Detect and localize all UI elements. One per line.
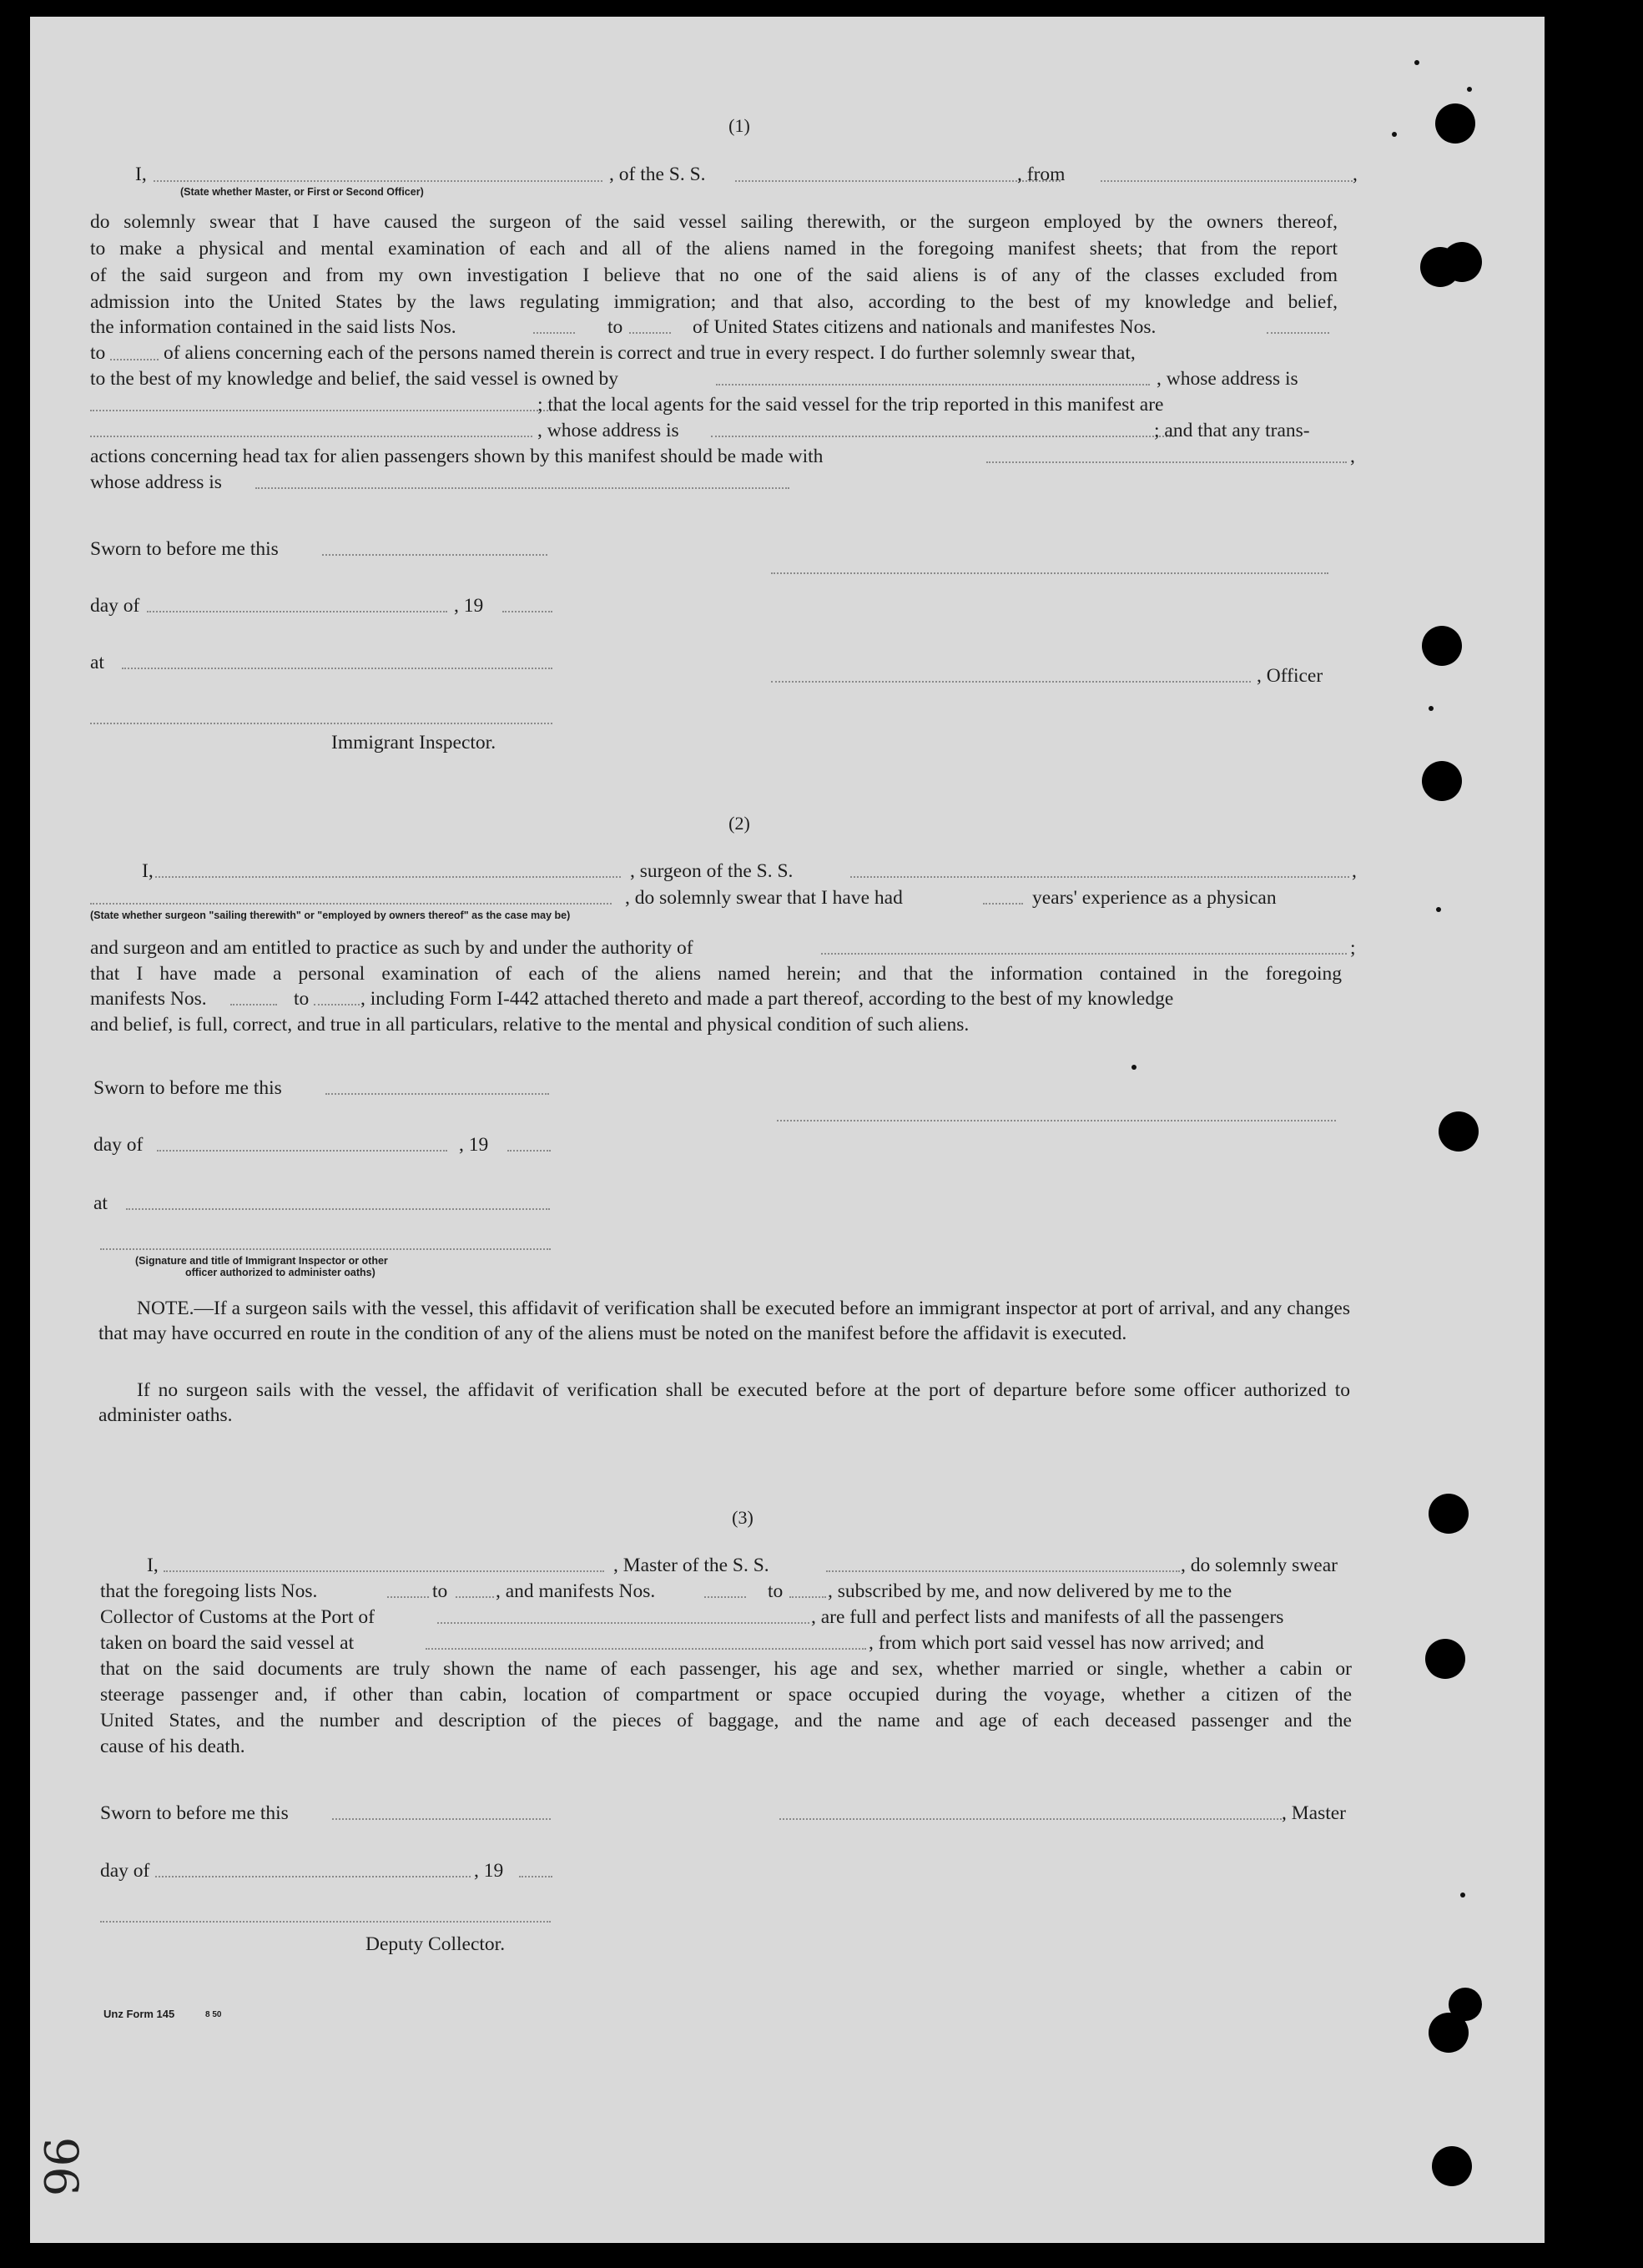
s2-surgeon: , surgeon of the S. S.	[630, 860, 794, 882]
s1-tax-address-field[interactable]	[255, 487, 789, 489]
s1-line1-comma: ,	[1353, 164, 1358, 185]
s1-agent-address-field[interactable]	[711, 436, 1174, 437]
section-1-number: (1)	[728, 115, 750, 136]
speck-7	[1460, 1893, 1465, 1898]
s1-manifests-field[interactable]	[1267, 332, 1329, 334]
s2-man-to-field[interactable]	[314, 1004, 360, 1005]
s2-belief: and belief, is full, correct, and true in all particulars, relative to the mental and physical condition of such aliens.	[90, 1014, 970, 1036]
s1-inspector: Immigrant Inspector.	[331, 732, 496, 753]
s1-from-field[interactable]	[1101, 180, 1353, 182]
s3-lists-from-field[interactable]	[387, 1596, 429, 1598]
s1-day-field[interactable]	[147, 611, 447, 612]
s2-year: , 19	[459, 1134, 489, 1156]
s3-vessel-field[interactable]	[826, 1570, 1180, 1572]
s3-sworn: Sworn to before me this	[100, 1802, 289, 1824]
s2-dayof: day of	[93, 1134, 144, 1156]
form-sheet	[30, 17, 1545, 2243]
s1-sworn: Sworn to before me this	[90, 538, 279, 560]
s3-lists-b: , and manifests Nos.	[496, 1580, 656, 1602]
s1-addr-a: , whose address is	[537, 420, 679, 441]
speck-5	[1131, 1065, 1136, 1070]
s1-conc-to: to	[90, 342, 106, 364]
s3-swear: , do solemnly swear	[1181, 1555, 1338, 1576]
binder-hole-7	[1429, 1494, 1469, 1534]
s1-owned-a: to the best of my knowledge and belief, the said vessel is owned by	[90, 368, 619, 390]
s3-body-line-2: steerage passenger and, if other than cabin, location of compartment or space occupied during the voyage, whether a citizen of the	[100, 1684, 1352, 1706]
s3-lists-c: , subscribed by me, and now delivered by me to the	[828, 1580, 1232, 1602]
s1-info-a: the information contained in the said lists Nos.	[90, 316, 456, 338]
s3-body-line-1: that on the said documents are truly shown the name of each passenger, his age and sex, whether married or single, whether a cabin or	[100, 1658, 1352, 1680]
s2-at: at	[93, 1192, 108, 1214]
s1-officer-field[interactable]	[154, 180, 602, 182]
s1-body-line-2: to make a physical and mental examination of each and all of the aliens named in the foregoing manifest sheets; that from the report	[90, 238, 1338, 260]
s1-tax-a: actions concerning head tax for alien passengers shown by this manifest should be made with	[90, 446, 824, 467]
s2-inspector-line[interactable]	[100, 1248, 551, 1250]
s2-signature-line[interactable]	[777, 1120, 1336, 1121]
s1-line1-of: , of the S. S.	[609, 164, 706, 185]
s3-line1-i: I,	[147, 1555, 159, 1576]
s3-dayof: day of	[100, 1860, 150, 1882]
s3-year-field[interactable]	[519, 1876, 552, 1877]
s2-note-2	[98, 1378, 1350, 1428]
s1-at: at	[90, 652, 104, 673]
s1-whose: whose address is	[90, 471, 222, 493]
s3-deputy: Deputy Collector.	[365, 1933, 506, 1955]
s1-line1-from: , from	[1017, 164, 1066, 185]
s3-taken-b: , from which port said vessel has now arrived; and	[869, 1632, 1264, 1654]
s3-body-line-3: United States, and the number and description of the pieces of baggage, and the name and age of each deceased passenger and the	[100, 1710, 1352, 1731]
binder-hole-3	[1420, 247, 1460, 287]
s1-inspector-line[interactable]	[90, 723, 552, 724]
s2-sworn-field[interactable]	[325, 1093, 549, 1095]
s3-lists-to-field[interactable]	[456, 1596, 494, 1598]
s2-man-b: , including Form I-442 attached thereto and made a part thereof, according to the best of my knowledge	[360, 988, 1174, 1010]
s1-tax-field[interactable]	[986, 461, 1347, 463]
speck-1	[1414, 60, 1419, 65]
s2-man-from-field[interactable]	[230, 1004, 277, 1005]
s1-info-to: to	[607, 316, 623, 338]
s1-owner-address-field[interactable]	[90, 410, 567, 411]
binder-hole-1	[1435, 103, 1475, 144]
binder-hole-10	[1429, 2013, 1469, 2053]
s2-comma: ,	[1352, 860, 1357, 882]
s2-vessel-field[interactable]	[850, 876, 1349, 878]
s1-signature-line[interactable]	[771, 572, 1328, 574]
s1-conc-to-field[interactable]	[110, 359, 159, 360]
s1-year-field[interactable]	[502, 611, 552, 612]
s1-officer-hint: (State whether Master, or First or Second Officer)	[180, 186, 424, 198]
s1-body-line-1: do solemnly swear that I have caused the surgeon of the said vessel sailing therewith, or the surgeon employed by the owners thereof,	[90, 211, 1338, 233]
s2-exam: that I have made a personal examination of each of the aliens named herein; and that the information contained in the foregoing	[90, 963, 1342, 985]
footer-code: 8 50	[205, 2010, 222, 2019]
s2-note-1	[98, 1296, 1350, 1346]
binder-hole-6	[1439, 1111, 1479, 1152]
section-3-number: (3)	[732, 1507, 753, 1528]
s2-line1-i: I,	[142, 860, 154, 882]
s2-year-field[interactable]	[507, 1150, 551, 1152]
section-2-number: (2)	[728, 813, 750, 834]
s2-sworn: Sworn to before me this	[93, 1077, 282, 1099]
s1-dayof: day of	[90, 595, 140, 617]
s2-man-a: manifests Nos.	[90, 988, 207, 1010]
s1-conc-text: of aliens concerning each of the persons named therein is correct and true in every respect. I do further solemnly swear that,	[164, 342, 1136, 364]
s1-agents: ; that the local agents for the said vessel for the trip reported in this manifest are	[537, 394, 1164, 416]
s1-owned-b: , whose address is	[1157, 368, 1298, 390]
s3-sworn-field[interactable]	[332, 1818, 551, 1820]
s3-cause: cause of his death.	[100, 1736, 245, 1757]
s2-years-field[interactable]	[983, 903, 1023, 905]
s1-vessel-field[interactable]	[735, 180, 1061, 182]
s2-note-1-text: NOTE.—If a surgeon sails with the vessel, this affidavit of verification shall be executed before an immigrant inspector at port of arrival, and any changes that may have occurred en route in the condition of any of the aliens must be noted on the manifest before the affidavit is executed.	[98, 1298, 1350, 1344]
s1-lists-from-field[interactable]	[533, 332, 575, 334]
s3-lists-to2: to	[768, 1580, 784, 1602]
s3-lists-a: that the foregoing lists Nos.	[100, 1580, 318, 1602]
s1-sworn-field[interactable]	[322, 554, 547, 556]
s3-taken-field[interactable]	[426, 1648, 866, 1650]
speck-6	[1436, 907, 1441, 912]
s2-authority-field[interactable]	[821, 953, 1347, 955]
s3-coll-a: Collector of Customs at the Port of	[100, 1606, 375, 1628]
s2-swear-b: years' experience as a physican	[1032, 887, 1277, 909]
s2-type-field[interactable]	[90, 903, 612, 905]
s3-master-sig-line[interactable]	[779, 1818, 1285, 1820]
speck-4	[1429, 706, 1434, 711]
s3-year: , 19	[474, 1860, 504, 1882]
s3-master-sig: , Master	[1282, 1802, 1347, 1824]
s3-lists-to: to	[432, 1580, 448, 1602]
s2-sig-hint-2: officer authorized to administer oaths)	[185, 1267, 375, 1278]
s2-swear-a: , do solemnly swear that I have had	[625, 887, 903, 909]
binder-hole-5	[1422, 761, 1462, 801]
s2-type-hint: (State whether surgeon "sailing therewith" or "employed by owners thereof" as the case may be)	[90, 910, 571, 921]
binder-hole-8	[1425, 1639, 1465, 1679]
s3-man-to-field[interactable]	[789, 1596, 826, 1598]
footer-form-number: Unz Form 145	[103, 2008, 175, 2020]
s3-deputy-line[interactable]	[100, 1921, 551, 1923]
speck-3	[1467, 87, 1472, 92]
s1-lists-to-field[interactable]	[629, 332, 671, 334]
s1-agent-field[interactable]	[90, 436, 532, 437]
s2-auth-end: ;	[1350, 937, 1356, 959]
s3-coll-b: , are full and perfect lists and manifests of all the passengers	[811, 1606, 1284, 1628]
s2-auth: and surgeon and am entitled to practice as such by and under the authority of	[90, 937, 693, 959]
s2-note-2-text: If no surgeon sails with the vessel, the affidavit of verification shall be executed before at the port of departure before some officer authorized to administer oaths.	[98, 1379, 1350, 1426]
s3-man-from-field[interactable]	[704, 1596, 746, 1598]
s1-info-b: of United States citizens and nationals and manifestes Nos.	[693, 316, 1157, 338]
s1-officer-line[interactable]	[771, 681, 1251, 683]
s3-taken-a: taken on board the said vessel at	[100, 1632, 355, 1654]
speck-2	[1392, 132, 1397, 137]
s1-at-field[interactable]	[122, 668, 552, 669]
binder-hole-11	[1432, 2146, 1472, 2186]
binder-hole-4	[1422, 626, 1462, 666]
s1-year: , 19	[454, 595, 484, 617]
margin-handwritten-mark: 96	[36, 2136, 91, 2197]
s1-body-line-3: of the said surgeon and from my own investigation I believe that no one of the said aliens is of any of the classes excluded from	[90, 265, 1338, 286]
s3-port-field[interactable]	[437, 1622, 809, 1624]
s3-master: , Master of the S. S.	[613, 1555, 769, 1576]
s1-body-line-4: admission into the United States by the laws regulating immigration; and that also, according to the best of my knowledge and belief,	[90, 291, 1338, 313]
s1-line1-i: I,	[135, 164, 147, 185]
s2-day-field[interactable]	[157, 1150, 447, 1152]
s3-master-field[interactable]	[164, 1570, 604, 1572]
s2-sig-hint-1: (Signature and title of Immigrant Inspector or other	[135, 1255, 388, 1267]
s1-owner-field[interactable]	[716, 384, 1150, 386]
s2-at-field[interactable]	[126, 1208, 550, 1210]
s1-tax-b: ,	[1350, 446, 1355, 467]
s3-day-field[interactable]	[155, 1876, 471, 1877]
s1-officer: , Officer	[1257, 665, 1323, 687]
s2-surgeon-field[interactable]	[155, 876, 621, 878]
s2-man-to: to	[294, 988, 310, 1010]
s1-addr-b: ; and that any trans-	[1154, 420, 1310, 441]
